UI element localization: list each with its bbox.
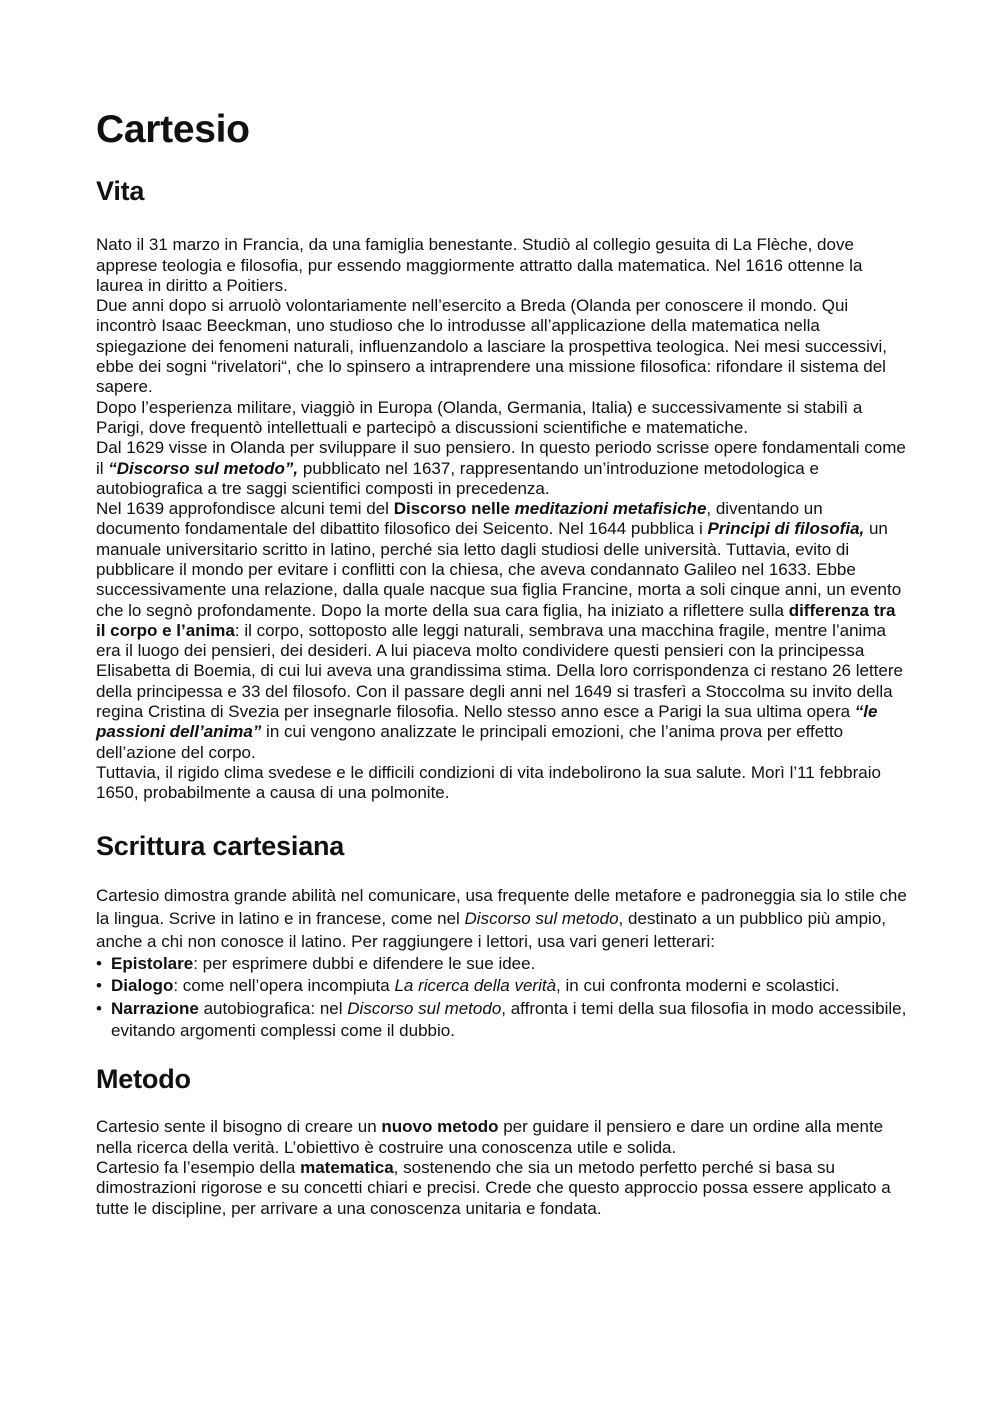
text-run: , in cui confronta moderni e scolastici. bbox=[556, 976, 840, 996]
list-item bbox=[96, 998, 908, 1043]
bullet-dot: • bbox=[96, 953, 102, 973]
emphasis-bold: Epistolare bbox=[111, 953, 194, 973]
emphasis-bold: differenza tra il corpo e l’anima bbox=[96, 600, 896, 640]
metodo-paragraph-1 bbox=[96, 1117, 908, 1158]
section-metodo bbox=[96, 1063, 908, 1219]
text-run: Cartesio dimostra grande abilità nel comunicare, usa frequente delle metafore e padroneggia sia lo stile che la lingua. Scrive in latino e in francese, come nel bbox=[96, 885, 907, 928]
section-heading-metodo: Metodo bbox=[96, 1063, 191, 1094]
vita-paragraph-2 bbox=[96, 296, 908, 397]
emphasis-bold: Dialogo bbox=[111, 976, 174, 996]
emphasis-title: “le passioni dell’anima” bbox=[96, 702, 878, 742]
text-run: pubblicato nel 1637, rappresentando un’introduzione metodologica e autobiografica a tre saggi scientifici composti in precedenza. bbox=[96, 458, 819, 498]
section-vita bbox=[96, 175, 908, 804]
text-run: , diventando un documento fondamentale del dibattito filosofico dei Seicento. Nel 1644 pubblica i bbox=[96, 499, 823, 539]
emphasis-bold: Discorso nelle bbox=[393, 499, 515, 519]
text-run: : come nell’opera incompiuta bbox=[173, 976, 395, 996]
text-run: : il corpo, sottoposto alle leggi naturali, sembrava una macchina fragile, mentre l’anima era il luogo dei pensieri, dei desideri. A lui piaceva molto condividere questi pensieri con la principessa Elisabetta di Boemia, di cui lui aveva una grandissima stima. Della loro corrispondenza ci restano 26 lettere della principessa e 33 del filosofo. Con il passare degli anni nel 1649 si trasferì a Stoccolma su invito della regina Cristina di Svezia per insegnarle filosofia. Nello stesso anno esce a Parigi la sua ultima opera bbox=[96, 620, 903, 722]
emphasis-bold: matematica bbox=[300, 1157, 394, 1177]
section-heading-vita: Vita bbox=[96, 175, 145, 206]
emphasis-italic: Discorso sul metodo bbox=[464, 908, 619, 928]
bullet-dot: • bbox=[96, 976, 102, 996]
bullet-dot: • bbox=[96, 998, 102, 1018]
text-run: Dal 1629 visse in Olanda per sviluppare il suo pensiero. In questo periodo scrisse opere fondamentali come il bbox=[96, 438, 906, 478]
vita-paragraph-4 bbox=[96, 438, 908, 499]
emphasis-bold: nuovo metodo bbox=[381, 1117, 499, 1137]
scrittura-paragraph-1 bbox=[96, 884, 908, 953]
text-run: Tuttavia, il rigido clima svedese e le difficili condizioni di vita indebolirono la sua salute. Morì l’11 febbraio 1650, probabilmente a causa di una polmonite. bbox=[96, 762, 881, 803]
text-run: per guidare il pensiero e dare un ordine alla mente nella ricerca della verità. L’obiettivo è costruire una conoscenza utile e solida. bbox=[96, 1117, 884, 1157]
text-run: Due anni dopo si arruolò volontariamente nell’esercito a Breda (Olanda per conoscere il mondo. Qui incontrò Isaac Beeckman, uno studioso che lo introdusse all’applicazione della matematica nella spiegazione dei fenomeni naturali, influenzandolo a lasciare la prospettiva teologica. Nei mesi successivi, ebbe dei sogni “rivelatori“, che lo spinsero a intraprendere una missione filosofica: rifondare il sistema del sapere. bbox=[96, 296, 887, 397]
emphasis-title: meditazioni metafisiche bbox=[514, 499, 707, 519]
document-title: Cartesio bbox=[96, 108, 250, 151]
text-run: Dopo l’esperienza militare, viaggiò in Europa (Olanda, Germania, Italia) e successivamente si stabilì a Parigi, dove frequentò intellettuali e partecipò a discussioni scientifiche e matematiche. bbox=[96, 397, 863, 437]
emphasis-bold: Narrazione bbox=[111, 998, 199, 1018]
section-heading-scrittura: Scrittura cartesiana bbox=[96, 830, 345, 861]
text-run: autobiografica: nel bbox=[198, 998, 348, 1018]
metodo-paragraph-2 bbox=[96, 1158, 908, 1219]
text-run: , destinato a un pubblico più ampio, anche a chi non conosce il latino. Per raggiungere i lettori, usa vari generi letterari: bbox=[96, 908, 887, 951]
genres-list bbox=[96, 953, 908, 1043]
section-scrittura-cartesiana bbox=[96, 830, 908, 1043]
list-item bbox=[96, 975, 908, 998]
emphasis-italic: La ricerca della verità bbox=[394, 976, 557, 996]
emphasis-title: “Discorso sul metodo”, bbox=[108, 458, 299, 478]
emphasis-title: Principi di filosofia, bbox=[707, 519, 865, 539]
text-run: Cartesio fa l’esempio della bbox=[96, 1157, 301, 1177]
vita-paragraph-5 bbox=[96, 499, 908, 763]
emphasis-italic: Discorso sul metodo bbox=[347, 998, 502, 1018]
vita-paragraph-1 bbox=[96, 235, 908, 296]
text-run: un manuale universitario scritto in latino, perché sia letto dagli studiosi delle università. Tuttavia, evito di pubblicare il mondo per evitare i conflitti con la chiesa, che aveva condannato Galileo nel 1633. Ebbe successivamente una relazione, dalla quale nacque sua figlia Francine, morta a soli cinque anni, un evento che lo segnò profondamente. Dopo la morte della sua cara figlia, ha iniziato a riflettere sulla bbox=[96, 519, 902, 620]
text-run: , sostenendo che sia un metodo perfetto perché si basa su dimostrazioni rigorose e su concetti chiari e precisi. Crede che questo approccio possa essere applicato a tutte le discipline, per arrivare a una conoscenza unitaria e fondata. bbox=[96, 1157, 891, 1218]
text-run: Cartesio sente il bisogno di creare un bbox=[96, 1117, 382, 1137]
text-run: in cui vengono analizzate le principali emozioni, che l’anima prova per effetto dell’azione del corpo. bbox=[96, 722, 844, 762]
list-item bbox=[96, 953, 908, 976]
vita-paragraph-3 bbox=[96, 398, 908, 439]
text-run: Nato il 31 marzo in Francia, da una famiglia benestante. Studiò al collegio gesuita di La Flèche, dove apprese teologia e filosofia, pur essendo maggiormente attratto dalla matematica. Nel 1616 ottenne la laurea in diritto a Poitiers. bbox=[96, 235, 863, 295]
text-run: , affronta i temi della sua filosofia in modo accessibile, evitando argomenti complessi come il dubbio. bbox=[111, 998, 907, 1041]
text-run: Nel 1639 approfondisce alcuni temi del bbox=[96, 499, 394, 519]
vita-paragraph-6 bbox=[96, 763, 908, 804]
text-run: : per esprimere dubbi e difendere le sue idee. bbox=[193, 953, 536, 973]
